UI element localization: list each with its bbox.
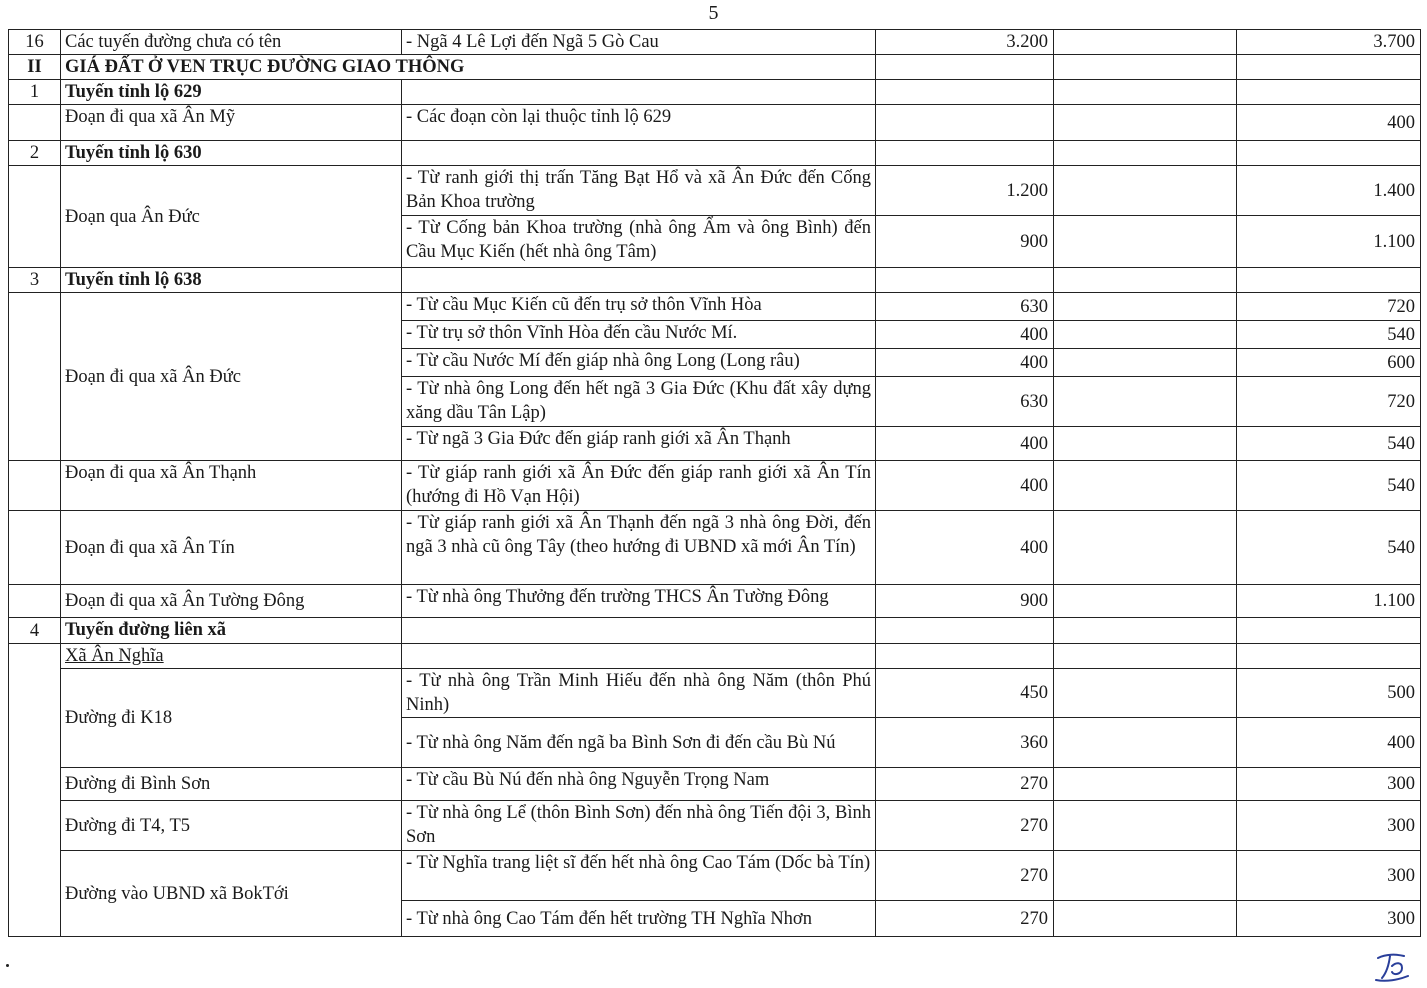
group-title: Tuyến tỉnh lộ 630 [61,141,402,166]
table-row [9,105,1421,141]
segment-description: - Từ trụ sở thôn Vĩnh Hòa đến cầu Nước Mí. [402,321,876,349]
road-name: Các tuyến đường chưa có tên [61,30,402,55]
price-position-1: 630 [876,377,1054,427]
price-position-3: 720 [1237,377,1421,427]
section-row [9,55,1421,80]
initials-signature-icon [1372,950,1412,984]
table-row [9,851,1421,901]
section-number: II [9,55,61,80]
road-name: Đoạn đi qua xã Ân Đức [61,293,402,461]
empty-cell [1054,321,1237,349]
empty-cell [1237,618,1421,644]
scan-mark [6,964,9,967]
empty-cell [9,644,61,937]
empty-cell [9,461,61,511]
road-name: Đường đi Bình Sơn [61,768,402,801]
commune-row [9,644,1421,669]
empty-cell [1054,901,1237,937]
price-position-3: 3.700 [1237,30,1421,55]
road-name: Đoạn qua Ân Đức [61,166,402,268]
group-number: 1 [9,80,61,105]
segment-description: - Từ nhà ông Lể (thôn Bình Sơn) đến nhà ông Tiến đội 3, Bình Sơn [402,801,876,851]
empty-cell [1054,105,1237,141]
empty-cell [1054,377,1237,427]
price-position-1: 360 [876,718,1054,768]
price-position-3: 540 [1237,321,1421,349]
page-number: 5 [708,2,719,24]
price-position-1: 400 [876,427,1054,461]
road-name: Đoạn đi qua xã Ân Thạnh [61,461,402,511]
price-position-3: 1.100 [1237,216,1421,268]
empty-cell [876,80,1054,105]
empty-cell [876,268,1054,293]
price-position-1: 270 [876,901,1054,937]
table-row [9,585,1421,618]
empty-cell [9,293,61,461]
price-position-1: 900 [876,585,1054,618]
empty-cell [876,105,1054,141]
empty-cell [9,166,61,268]
price-position-1: 630 [876,293,1054,321]
price-position-3: 540 [1237,511,1421,585]
empty-cell [402,268,876,293]
price-position-3: 1.400 [1237,166,1421,216]
price-position-3: 300 [1237,901,1421,937]
empty-cell [1237,141,1421,166]
segment-description: - Từ nhà ông Cao Tám đến hết trường TH Nghĩa Nhơn [402,901,876,937]
price-position-1: 1.200 [876,166,1054,216]
price-position-3: 500 [1237,669,1421,718]
price-position-3: 720 [1237,293,1421,321]
segment-description: - Từ nhà ông Long đến hết ngã 3 Gia Đức (Khu đất xây dựng xăng dầu Tân Lập) [402,377,876,427]
commune-name: Xã Ân Nghĩa [61,644,402,669]
price-position-1: 270 [876,801,1054,851]
group-title: Tuyến tỉnh lộ 629 [61,80,402,105]
table-row [9,30,1421,55]
segment-description: - Ngã 4 Lê Lợi đến Ngã 5 Gò Cau [402,30,876,55]
price-position-1: 270 [876,851,1054,901]
empty-cell [1054,511,1237,585]
price-position-3: 540 [1237,427,1421,461]
segment-description: - Từ ranh giới thị trấn Tăng Bạt Hổ và xã Ân Đức đến Cống Bản Khoa trường [402,166,876,216]
empty-cell [1237,644,1421,669]
segment-description: - Các đoạn còn lại thuộc tỉnh lộ 629 [402,105,876,141]
table-row [9,801,1421,851]
land-price-table [8,29,1421,937]
segment-description: - Từ ngã 3 Gia Đức đến giáp ranh giới xã Ân Thạnh [402,427,876,461]
empty-cell [1054,801,1237,851]
group-row [9,618,1421,644]
price-position-3: 300 [1237,768,1421,801]
table-row [9,461,1421,511]
empty-cell [1054,166,1237,216]
empty-cell [876,644,1054,669]
road-name: Đoạn đi qua xã Ân Tường Đông [61,585,402,618]
empty-cell [9,105,61,141]
group-number: 3 [9,268,61,293]
empty-cell [1054,585,1237,618]
price-position-1: 400 [876,349,1054,377]
table-row [9,166,1421,216]
segment-description: - Từ Nghĩa trang liệt sĩ đến hết nhà ông Cao Tám (Dốc bà Tín) [402,851,876,901]
table-row [9,768,1421,801]
table-row [9,293,1421,321]
group-row [9,141,1421,166]
empty-cell [876,618,1054,644]
empty-cell [1237,80,1421,105]
section-title: GIÁ ĐẤT Ở VEN TRỤC ĐƯỜNG GIAO THÔNG [61,55,876,80]
price-position-3: 1.100 [1237,585,1421,618]
table-row [9,511,1421,585]
price-position-3: 400 [1237,718,1421,768]
empty-cell [1054,461,1237,511]
empty-cell [1237,55,1421,80]
empty-cell [9,511,61,585]
segment-description: - Từ cầu Bù Nú đến nhà ông Nguyễn Trọng Nam [402,768,876,801]
empty-cell [1054,268,1237,293]
price-position-1: 3.200 [876,30,1054,55]
segment-description: - Từ giáp ranh giới xã Ân Thạnh đến ngã 3 nhà ông Đời, đến ngã 3 nhà cũ ông Tây (theo hướng đi UBND xã mới Ân Tín) [402,511,876,585]
price-position-1: 900 [876,216,1054,268]
empty-cell [1054,618,1237,644]
empty-cell [1054,349,1237,377]
empty-cell [402,644,876,669]
price-position-1: 400 [876,321,1054,349]
empty-cell [1054,427,1237,461]
empty-cell [402,80,876,105]
empty-cell [9,585,61,618]
price-position-3: 540 [1237,461,1421,511]
table-row [9,669,1421,718]
empty-cell [1054,141,1237,166]
road-name: Đoạn đi qua xã Ân Tín [61,511,402,585]
segment-description: - Từ giáp ranh giới xã Ân Đức đến giáp ranh giới xã Ân Tín (hướng đi Hồ Vạn Hội) [402,461,876,511]
price-position-1: 400 [876,511,1054,585]
empty-cell [402,141,876,166]
empty-cell [402,618,876,644]
group-number: 4 [9,618,61,644]
segment-description: - Từ Cống bản Khoa trường (nhà ông Ẩm và ông Bình) đến Cầu Mục Kiến (hết nhà ông Tâm) [402,216,876,268]
road-name: Đoạn đi qua xã Ân Mỹ [61,105,402,141]
price-position-1: 400 [876,461,1054,511]
empty-cell [1054,851,1237,901]
group-title: Tuyến đường liên xã [61,618,402,644]
road-name: Đường đi T4, T5 [61,801,402,851]
segment-description: - Từ nhà ông Năm đến ngã ba Bình Sơn đi đến cầu Bù Nú [402,718,876,768]
price-position-3: 400 [1237,105,1421,141]
price-position-3: 600 [1237,349,1421,377]
price-position-2 [1054,30,1237,55]
road-name: Đường vào UBND xã BokTới [61,851,402,937]
price-position-3: 300 [1237,801,1421,851]
empty-cell [1054,644,1237,669]
price-position-1: 270 [876,768,1054,801]
group-row [9,80,1421,105]
empty-cell [1054,669,1237,718]
empty-cell [876,55,1054,80]
empty-cell [1237,268,1421,293]
group-title: Tuyến tỉnh lộ 638 [61,268,402,293]
empty-cell [1054,216,1237,268]
segment-description: - Từ cầu Mục Kiến cũ đến trụ sở thôn Vĩnh Hòa [402,293,876,321]
segment-description: - Từ nhà ông Trần Minh Hiếu đến nhà ông Năm (thôn Phú Ninh) [402,669,876,718]
empty-cell [1054,718,1237,768]
empty-cell [1054,55,1237,80]
empty-cell [876,141,1054,166]
empty-cell [1054,293,1237,321]
price-position-3: 300 [1237,851,1421,901]
empty-cell [1054,80,1237,105]
group-number: 2 [9,141,61,166]
price-position-1: 450 [876,669,1054,718]
row-number: 16 [9,30,61,55]
segment-description: - Từ nhà ông Thưởng đến trường THCS Ân Tường Đông [402,585,876,618]
segment-description: - Từ cầu Nước Mí đến giáp nhà ông Long (Long râu) [402,349,876,377]
group-row [9,268,1421,293]
empty-cell [1054,768,1237,801]
road-name: Đường đi K18 [61,669,402,768]
